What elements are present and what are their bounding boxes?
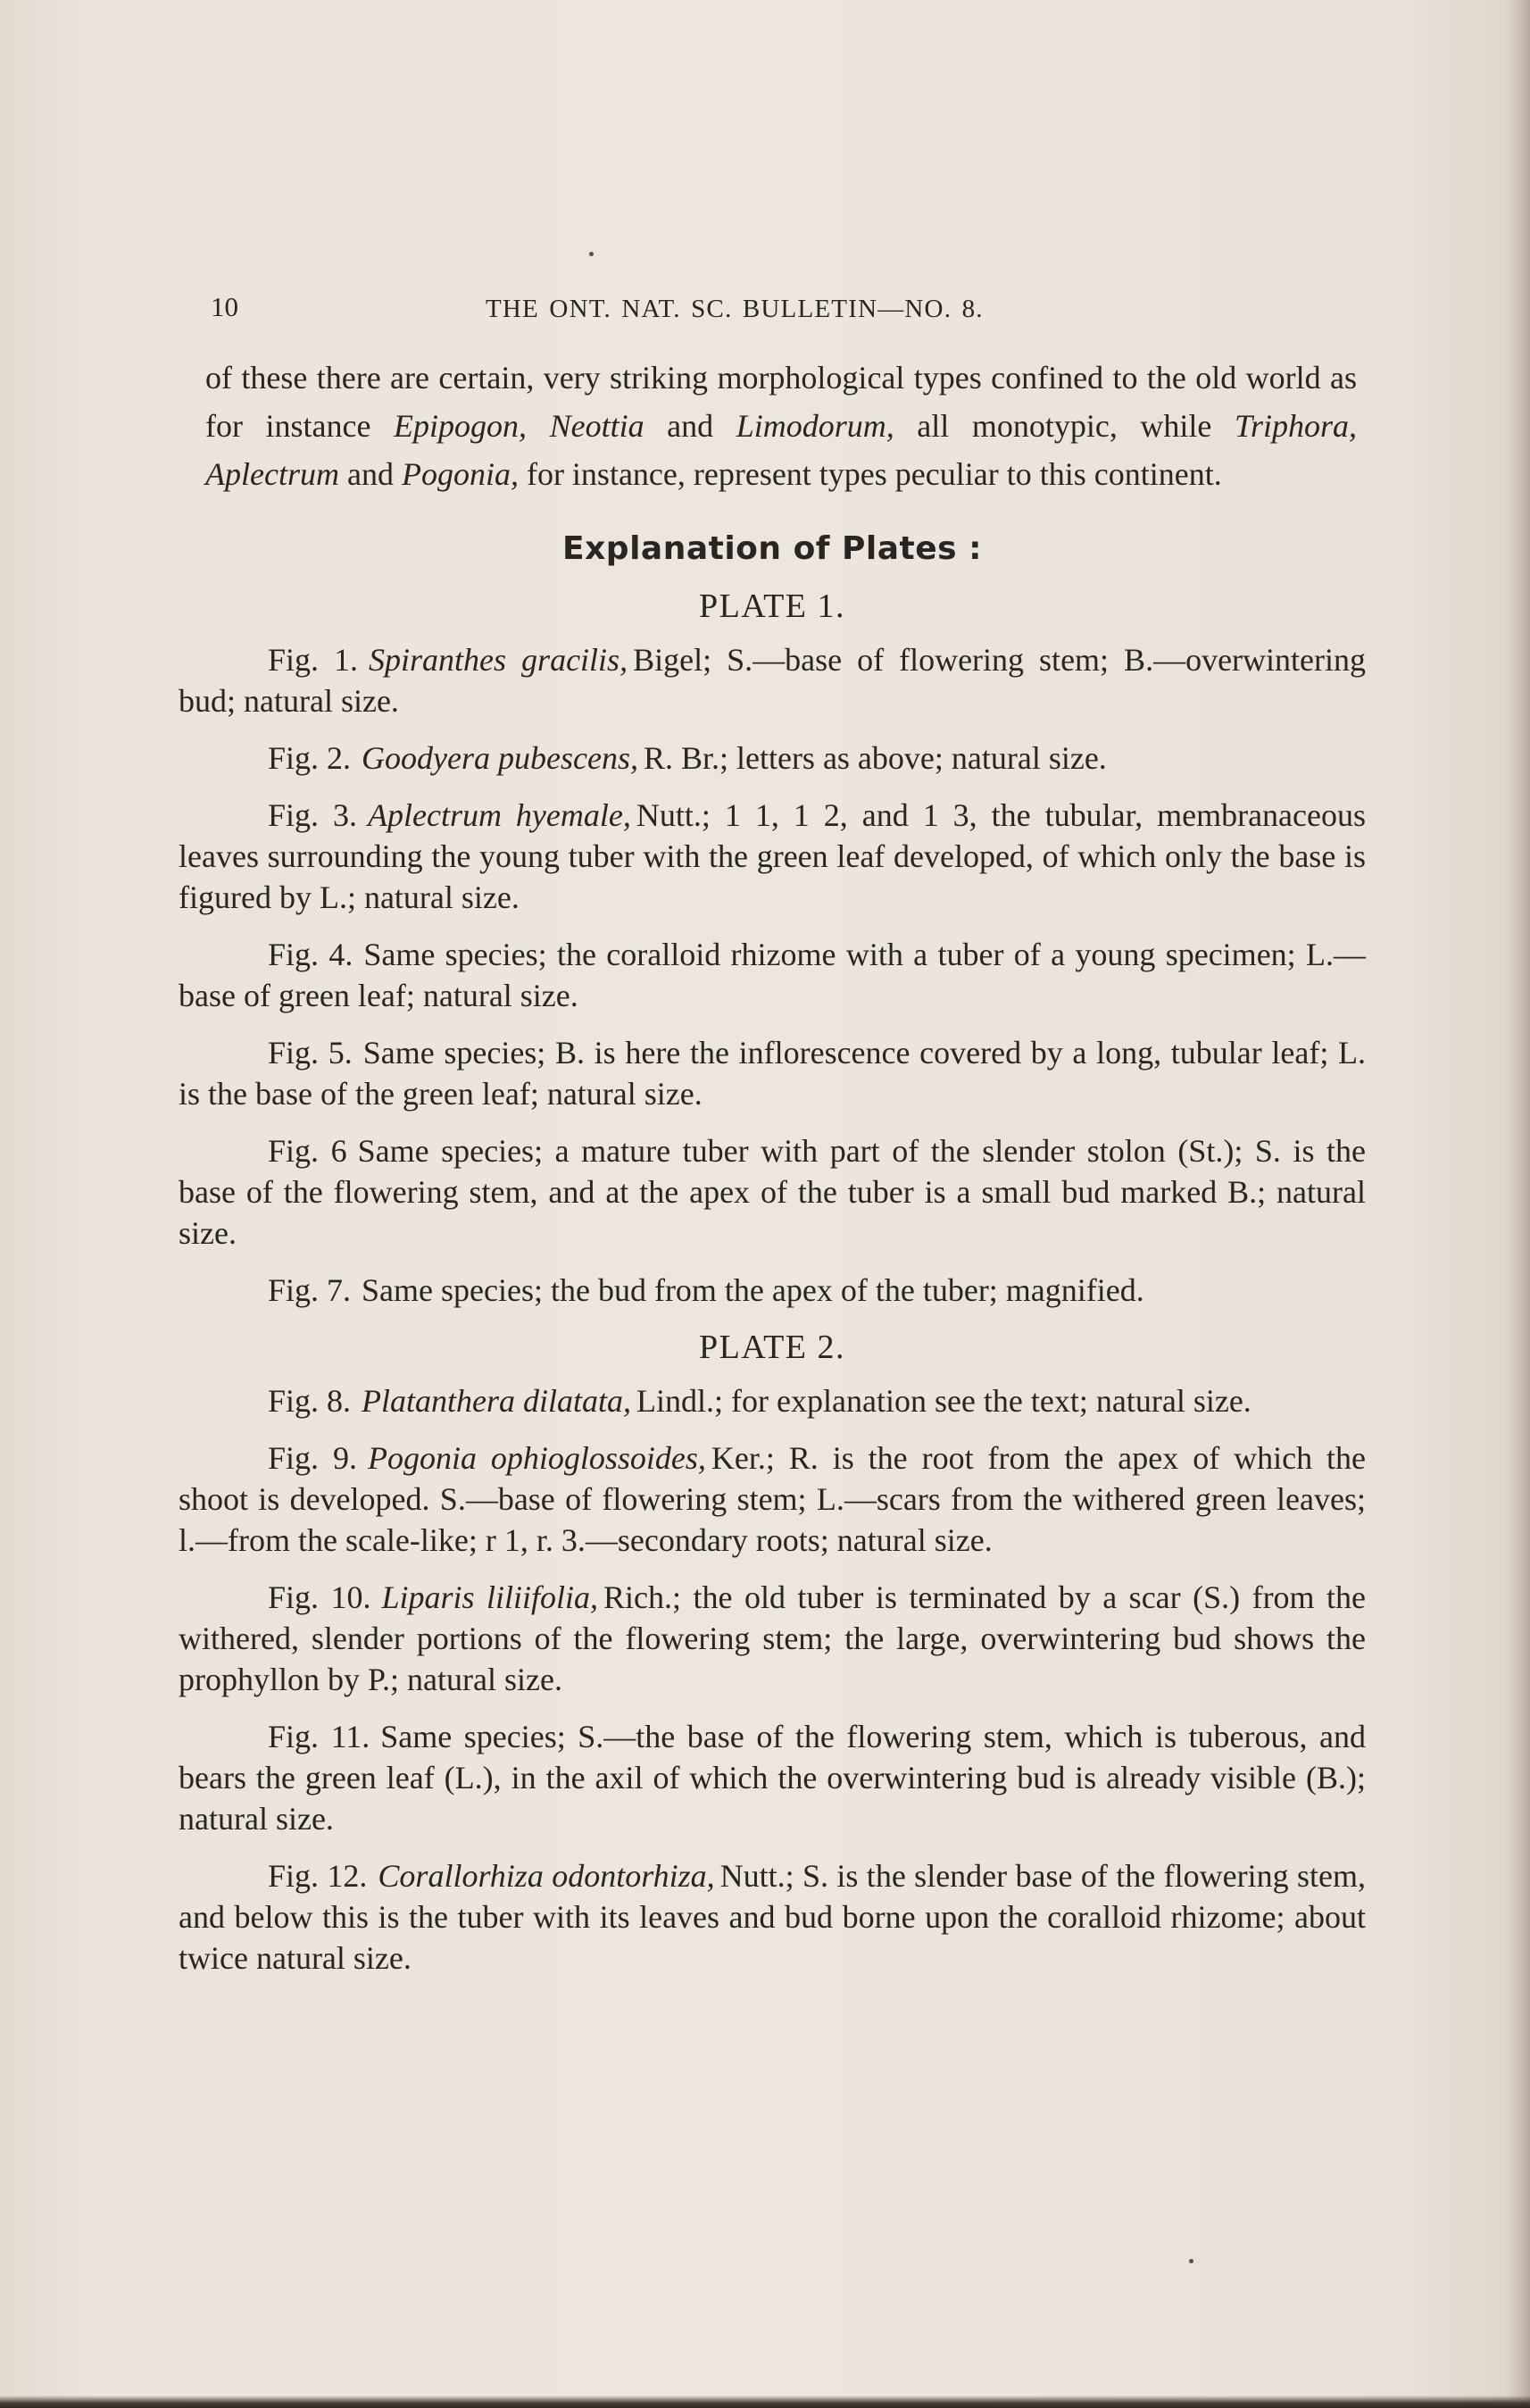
genus-name: Pogonia, bbox=[401, 456, 519, 492]
figure-label: Fig. 4. bbox=[268, 937, 353, 972]
caption-text: Same species; the bud from the apex of the tuber; magnified. bbox=[362, 1272, 1144, 1308]
figure-label: Fig. 3. bbox=[268, 797, 357, 833]
figure-label: Fig. 2. bbox=[268, 740, 352, 776]
intro-text bbox=[527, 408, 550, 444]
genus-name: Epipogon, bbox=[394, 408, 528, 444]
page-header bbox=[211, 291, 1121, 327]
caption-text: Same species; a mature tuber with part of the slender stolon (St.); S. is the base of the flowering stem, and at the apex of the tuber is a small bud marked B.; natural size. bbox=[179, 1133, 1366, 1251]
species-name: Goodyera pubescens, bbox=[362, 740, 638, 776]
figure-label: Fig. 8. bbox=[268, 1383, 352, 1419]
caption-text: Bigel; S.—base of flowering stem; B.—overwintering bud; natural size. bbox=[179, 642, 1367, 719]
page-right-edge bbox=[1505, 0, 1530, 2408]
caption-text: Same species; B. is here the inflorescence covered by a long, tubular leaf; L. is the base of the green leaf; natural size. bbox=[179, 1035, 1366, 1112]
figure-label: Fig. 10. bbox=[268, 1579, 371, 1615]
figure-caption bbox=[179, 795, 1366, 918]
figure-caption bbox=[179, 1270, 1366, 1311]
species-name: Pogonia ophioglossoides, bbox=[367, 1440, 706, 1476]
species-name: Corallorhiza odontorhiza, bbox=[378, 1858, 715, 1894]
page-number: 10 bbox=[211, 291, 238, 322]
caption-text: Lindl.; for explanation see the text; natural size. bbox=[636, 1383, 1251, 1419]
plate-title: PLATE 2. bbox=[699, 1329, 845, 1366]
genus-name: Limodorum, bbox=[736, 408, 894, 444]
figure-caption bbox=[179, 737, 1366, 779]
figure-caption bbox=[179, 1130, 1366, 1254]
caption-text: Nutt.; 1 1, 1 2, and 1 3, the tubular, membranaceous leaves surrounding the young tuber with the green leaf developed, of which only the base is figured by L.; natural size. bbox=[179, 797, 1366, 915]
running-head: THE ONT. NAT. SC. BULLETIN—NO. 8. bbox=[486, 295, 984, 323]
plate-2 bbox=[179, 1327, 1366, 1979]
figure-caption bbox=[179, 934, 1366, 1016]
caption-text: Rich.; the old tuber is terminated by a scar (S.) from the withered, slender portions of the flowering stem; the large, overwintering bud shows the prophyllon by P.; natural size. bbox=[179, 1579, 1367, 1697]
figure-caption bbox=[179, 1437, 1366, 1561]
section-title: Explanation of Plates : bbox=[561, 530, 982, 567]
caption-text: R. Br.; letters as above; natural size. bbox=[643, 740, 1107, 776]
caption-text: Same species; the coralloid rhizome with a tuber of a young specimen; L.—base of green leaf; natural size. bbox=[179, 937, 1366, 1013]
figure-caption bbox=[179, 1577, 1366, 1700]
page-bottom-edge bbox=[0, 2396, 1530, 2408]
figure-caption bbox=[179, 639, 1366, 721]
figure-caption bbox=[179, 1716, 1366, 1839]
genus-name: Aplectrum bbox=[205, 456, 339, 492]
figure-caption bbox=[179, 1380, 1366, 1421]
figure-label: Fig. 12. bbox=[268, 1858, 368, 1894]
species-name: Spiranthes gracilis, bbox=[369, 642, 628, 678]
figure-label: Fig. 5. bbox=[268, 1035, 353, 1071]
species-name: Platanthera dilatata, bbox=[362, 1383, 632, 1419]
figure-caption bbox=[179, 1855, 1366, 1979]
plate-1 bbox=[179, 586, 1366, 1311]
caption-text: Ker.; R. is the root from the apex of which the shoot is developed. S.—base of flowering stem; L.—scars from the withered green leaves; l.—from the scale-like; r 1, r. 3.—secondary roots; natural size. bbox=[179, 1440, 1366, 1558]
intro-text: for instance, represent types peculiar to this continent. bbox=[518, 456, 1222, 492]
figure-label: Fig. 9. bbox=[268, 1440, 357, 1476]
figure-label: Fig. 6 bbox=[268, 1133, 347, 1169]
caption-text: Same species; S.—the base of the flowering stem, which is tuberous, and bears the green leaf (L.), in the axil of which the overwintering bud is already visible (B.); natural size. bbox=[179, 1719, 1366, 1837]
caption-text: Nutt.; S. is the slender base of the flowering stem, and below this is the tuber with its leaves and bud borne upon the coralloid rhizome; about twice natural size. bbox=[179, 1858, 1366, 1976]
intro-paragraph bbox=[205, 354, 1357, 498]
page-body bbox=[179, 354, 1366, 1995]
genus-name: Neottia bbox=[549, 408, 644, 444]
figure-label: Fig. 7. bbox=[268, 1272, 352, 1308]
species-name: Liparis liliifolia, bbox=[381, 1579, 599, 1615]
paper-speck bbox=[589, 252, 594, 256]
intro-text: of these there are certain, very striking morphological types confined to the old world as for instance bbox=[205, 360, 1357, 444]
genus-name: Triphora, bbox=[1234, 408, 1357, 444]
figure-label: Fig. 1. bbox=[268, 642, 359, 678]
intro-text: and bbox=[338, 456, 402, 492]
figure-label: Fig. 11. bbox=[268, 1719, 370, 1754]
plate-title: PLATE 1. bbox=[699, 587, 845, 625]
figure-caption bbox=[179, 1032, 1366, 1114]
species-name: Aplectrum hyemale, bbox=[368, 797, 631, 833]
intro-text: and bbox=[644, 408, 736, 444]
paper-speck bbox=[1189, 2259, 1193, 2263]
intro-text: all monotypic, while bbox=[894, 408, 1235, 444]
